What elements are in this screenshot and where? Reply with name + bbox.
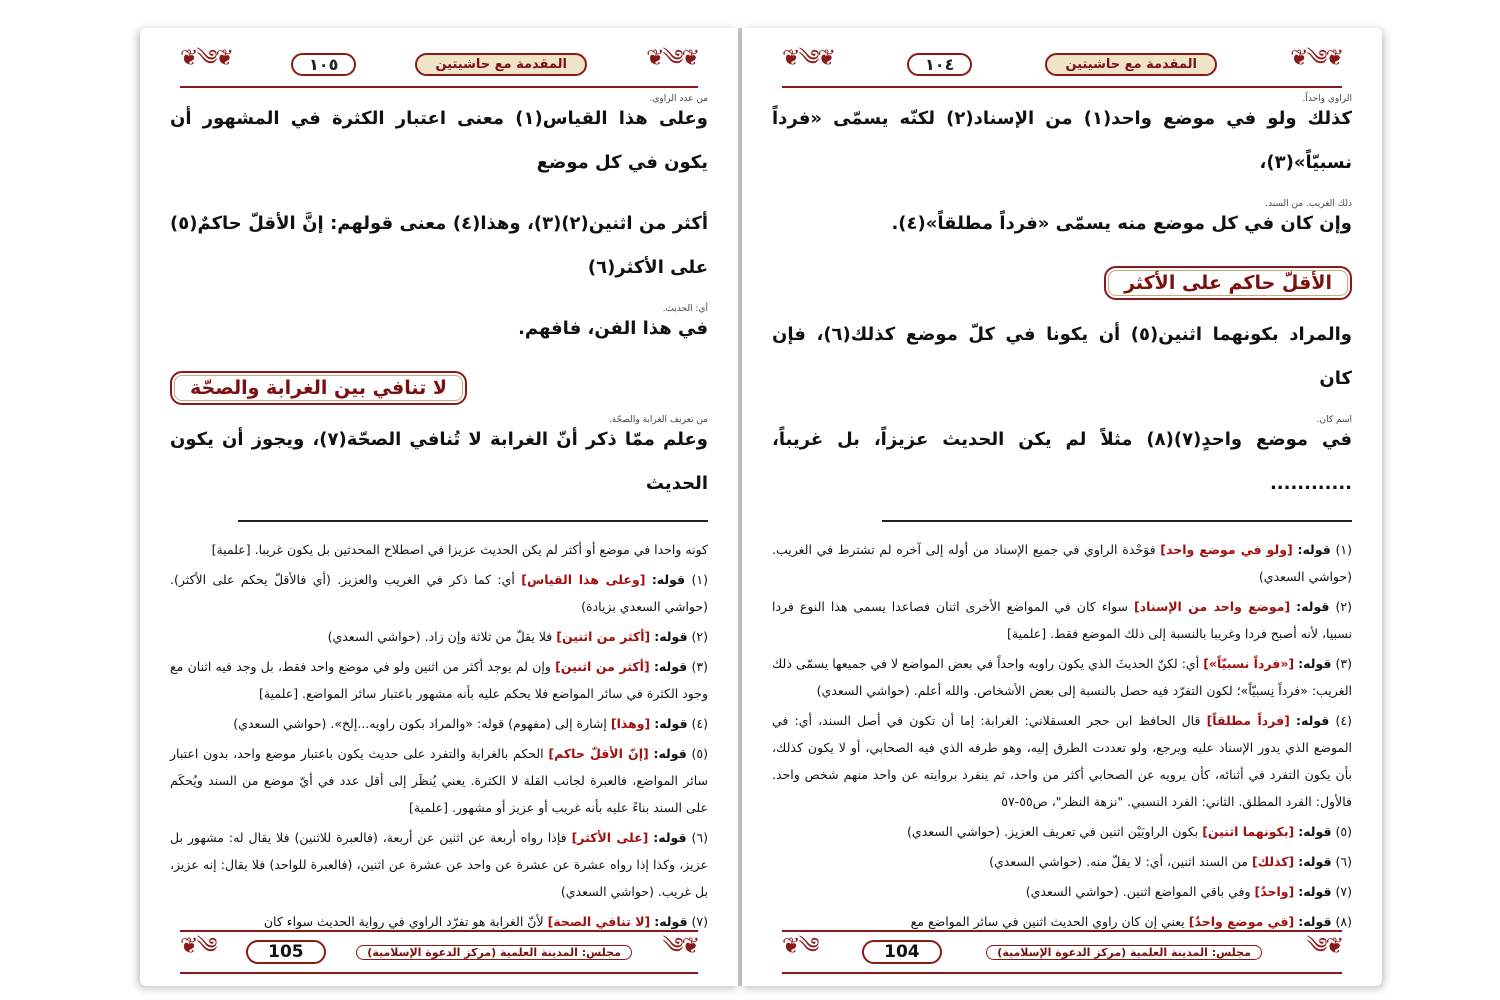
footnote-label: قوله: xyxy=(1298,914,1332,929)
interlinear-gloss: من عدد الراوي. xyxy=(649,94,708,104)
footnote xyxy=(170,623,708,650)
footnote-keyword: [فرداً مطلقاً] xyxy=(1206,713,1290,728)
footnote-label: قوله: xyxy=(654,716,688,731)
footnote-text: فوَحْدة الراوي في جميع الإسناد من أوله إلى آخره لم تشترط في الغريب. (حواشي السعدي) xyxy=(772,542,1352,584)
footnote-text: أي: لكنّ الحديثَ الذي يكون راويه واحداً في بعض المواضع لا في جميعها يسمّى ذلك الغريب: «فرداً نِسبيّاً»؛ لكون التفرّد فيه حصل بالنسبة إلى بعض الأشخاص. والله أعلم. (حواشي السعدي) xyxy=(772,656,1352,698)
ornament-icon: ༄❦ xyxy=(782,934,818,959)
footer-page-number: 105 xyxy=(246,940,326,964)
footnote-keyword: [لا تنافي الصحة] xyxy=(547,914,651,929)
page-footer xyxy=(180,930,698,974)
main-text-content: في موضع واحدٍ(٧)(٨) مثلاً لم يكن الحديث عزيزاً، بل غريباً، ............ xyxy=(772,429,1352,494)
footnote-number: (٨) xyxy=(1335,914,1352,929)
footnote-keyword: [على الأكثر] xyxy=(571,830,649,845)
header-rule xyxy=(180,86,698,88)
footnote-text: فلا يقلّ من ثلاثة وإن زاد. (حواشي السعدي) xyxy=(327,629,553,644)
footnote xyxy=(772,878,1352,905)
main-text-line xyxy=(772,310,1352,401)
footnotes xyxy=(772,536,1352,935)
footnote-text: أي: كما ذكر في الغريب والعزيز. (أي فالأقلّ يحكم على الأكثر). (حواشي السعدي بزيادة) xyxy=(170,572,708,614)
main-text-content: وعلى هذا القياس(١) معنى اعتبار الكثرة في المشهور أن يكون في كل موضع xyxy=(170,108,708,173)
footnote-text: إشارة إلى (مفهوم) قوله: «والمراد بكون راويه...إلخ». (حواشي السعدي) xyxy=(233,716,607,731)
ornament-icon: ❦༄ xyxy=(662,934,698,959)
footnote-label: قوله: xyxy=(653,746,687,761)
footnote xyxy=(170,824,708,905)
page-body xyxy=(772,94,1352,938)
footnote-keyword: [في موضع واحدٌ] xyxy=(1188,914,1295,929)
footnote-label: قوله: xyxy=(1296,599,1330,614)
main-text-line xyxy=(170,415,708,506)
header-page-number: ١٠٤ xyxy=(907,53,972,76)
footnote-number: (٢) xyxy=(1335,599,1352,614)
footnotes xyxy=(170,536,708,935)
footnote-text: وإن لم يوجد أكثر من اثنين ولو في موضع واحد فقط، بل وجد فيه اثنان مع وجود الكثرة في سائر المواضع فلا يحكم عليه بأنه مشهور باعتبار سائر المواضع. [علمية] xyxy=(170,659,708,701)
section-heading: الأقلّ حاكم على الأكثر xyxy=(1104,266,1352,300)
footnote-label: قوله: xyxy=(653,659,688,674)
footnote-label: قوله: xyxy=(651,572,686,587)
footnote-keyword: [ولو في موضع واحد] xyxy=(1160,542,1293,557)
interlinear-gloss: أي: الحديث. xyxy=(662,304,708,314)
main-text-content: أكثر من اثنين(٢)(٣)، وهذا(٤) معنى قولهم: إنَّ الأقلّ حاكمٌ(٥) على الأكثر(٦) xyxy=(170,213,709,278)
footnote-label: قوله: xyxy=(1298,656,1332,671)
header-page-number: ١٠٥ xyxy=(291,53,356,76)
footnote xyxy=(772,650,1352,704)
main-text-content: في هذا الفن، فافهم. xyxy=(518,318,708,339)
footnote-number: (٢) xyxy=(691,629,708,644)
interlinear-gloss: من تعريف الغرابة والصحّة. xyxy=(608,415,708,425)
footnote-keyword: [وهذا] xyxy=(610,716,651,731)
footnote xyxy=(772,536,1352,590)
footnote-number: (١) xyxy=(691,572,708,587)
footnote-keyword: [إنّ الأقلّ حاكم] xyxy=(548,746,649,761)
main-text-content: وإن كان في كل موضع منه يسمّى «فرداً مطلقاً»(٤). xyxy=(891,213,1352,234)
footnote xyxy=(772,848,1352,875)
main-text xyxy=(170,415,708,506)
main-text-line xyxy=(772,415,1352,506)
footnote-keyword: [«فرداً نسبيّاً»] xyxy=(1203,656,1295,671)
main-text xyxy=(772,94,1352,246)
ornament-icon: ❦༄❦ xyxy=(1290,46,1342,71)
page-105 xyxy=(140,28,738,986)
footnote-number: (٧) xyxy=(691,914,708,929)
footer-page-number: 104 xyxy=(862,940,942,964)
footnote xyxy=(170,740,708,821)
footnote-text: يعني إن كان راوي الحديث اثنين في سائر المواضع مع xyxy=(910,914,1185,929)
footnote-keyword: [وعلى هذا القياس] xyxy=(521,572,646,587)
footer-publisher: مجلس: المدينة العلمية (مركز الدعوة الإسلامية) xyxy=(986,945,1262,960)
header-title: المقدمة مع حاشيتين xyxy=(415,53,587,76)
section-heading-wrap xyxy=(170,365,708,415)
footnote-text: فإذا رواه أربعة عن اثنين عن أربعة، (فالعبرة للاثنين) فلا يقال له: مشهور بل عزيز، وكذا إذا رواه عشرة عن عشرة عن واحد عن عشرة عن اثنين، (فالعبرة للواحد) فلا يقال: إنه عزيز، بل غريب. (حواشي السعدي) xyxy=(170,830,708,899)
ornament-icon: ❦༄❦ xyxy=(782,46,834,71)
footnote-label: قوله: xyxy=(654,629,688,644)
footnote-label: قوله: xyxy=(1298,884,1332,899)
main-text xyxy=(170,94,708,351)
main-text-content: كذلك ولو في موضع واحد(١) من الإسناد(٢) لكنّه يسمّى «فرداً نسبيّاً»(٣)، xyxy=(772,108,1352,173)
footnote-keyword: [موضع واحد من الإسناد] xyxy=(1134,599,1291,614)
footnote xyxy=(170,566,708,620)
ornament-icon: ❦༄❦ xyxy=(646,46,698,71)
main-text-line xyxy=(170,304,708,351)
ornament-icon: ❦༄ xyxy=(1306,934,1342,959)
footnote-number: (٥) xyxy=(1335,824,1352,839)
footnote-label: قوله: xyxy=(1296,713,1330,728)
footnote-number: (١) xyxy=(1335,542,1352,557)
main-text xyxy=(772,310,1352,506)
ornament-icon: ❦༄❦ xyxy=(180,46,232,71)
interlinear-gloss xyxy=(772,310,1352,321)
page-104 xyxy=(742,28,1382,986)
header-title: المقدمة مع حاشيتين xyxy=(1045,53,1217,76)
footnote-number: (٦) xyxy=(691,830,709,845)
footer-publisher: مجلس: المدينة العلمية (مركز الدعوة الإسلامية) xyxy=(356,945,632,960)
footnote-keyword: [أكثر من اثنين] xyxy=(556,629,651,644)
footnote-label: قوله: xyxy=(654,914,688,929)
footnote-label: قوله: xyxy=(653,830,687,845)
footnote-keyword: [بكونهما اثنين] xyxy=(1202,824,1295,839)
footnote-text: قال الحافظ ابن حجر العسقلاني: الغرابة: إما أن تكون في أصل السند، أي: في الموضع الذي يدور الإسناد عليه ويرجع، ولو تعددت الطرق إليه، وهو طرفه الذي فيه الصحابي، أو لا يكون كذلك، بأن يكون التفرد في أثنائه، كأن يرويه عن الصحابي أكثر من واحد، ثم ينفرد بروايته عن واحد منهم شخص واحد. فالأول: الفرد المطلق. الثاني: الفرد النسبي. "نزهة النظر"، ص٥٥-٥٧ xyxy=(772,713,1352,809)
main-text-line xyxy=(772,199,1352,246)
interlinear-gloss: ذلك الغريب. من السند. xyxy=(1265,199,1352,209)
footnote-text: الحكم بالغرابة والتفرد على حديث يكون باعتبار موضع واحد، بدون اعتبار سائر المواضع، فالعبرة لجانب القلة لا الكثرة. يعني يُنظَر إلى أقل عدد في أيّ موضع من السند ويُحكَم على السند بناءً عليه بأنه غريب أو عزيز أو مشهور. [علمية] xyxy=(170,746,708,815)
footnote-keyword: [واحدٌ] xyxy=(1254,884,1295,899)
page-body xyxy=(170,94,708,938)
page-header xyxy=(180,42,698,86)
main-text-content: وعلم ممّا ذكر أنّ الغرابة لا تُنافي الصحّة(٧)، ويجوز أن يكون الحديث xyxy=(170,429,708,494)
interlinear-gloss: الراوي واحداً. xyxy=(1302,94,1352,104)
header-rule xyxy=(782,86,1342,88)
footnote-label: قوله: xyxy=(1298,854,1332,869)
footnote-separator xyxy=(238,520,708,522)
page-header xyxy=(782,42,1342,86)
footnote-number: (٣) xyxy=(691,659,708,674)
footnote-number: (٦) xyxy=(1335,854,1352,869)
footnote xyxy=(170,536,708,563)
interlinear-gloss: اسم كان. xyxy=(1316,415,1352,425)
footnote-text: من السند اثنين، أي: لا يقلّ منه. (حواشي السعدي) xyxy=(989,854,1248,869)
main-text-content: والمراد بكونهما اثنين(٥) أن يكونا في كلّ موضع كذلك(٦)، فإن كان xyxy=(772,324,1352,389)
footnote-text: بكون الراويَيْن اثنين في تعريف العزيز. (حواشي السعدي) xyxy=(907,824,1199,839)
footnote-label: قوله: xyxy=(1298,824,1332,839)
footnote-keyword: [أكثر من اثنين] xyxy=(555,659,650,674)
footnote-number: (٤) xyxy=(691,716,708,731)
interlinear-gloss xyxy=(170,199,708,210)
footnote xyxy=(170,653,708,707)
footnote-number: (٤) xyxy=(1335,713,1352,728)
footnote-text: لأنّ الغرابة هو تفرّد الراوي في رواية الحديث سواء كان xyxy=(263,914,544,929)
footnote xyxy=(772,707,1352,815)
section-heading: لا تنافي بين الغرابة والصحّة xyxy=(170,371,467,405)
footnote-separator xyxy=(882,520,1352,522)
footnote-number: (٧) xyxy=(1335,884,1352,899)
main-text-line xyxy=(170,199,708,290)
footnote xyxy=(772,593,1352,647)
section-heading-wrap xyxy=(772,260,1352,310)
main-text-line xyxy=(772,94,1352,185)
page-footer xyxy=(782,930,1342,974)
footnote-text: كونه واحدا في موضع أو أكثر لم يكن الحديث عزيزا في اصطلاح المحدثين بل يكون غريبا. [علمية] xyxy=(211,542,708,557)
footnote-number: (٥) xyxy=(691,746,708,761)
footnote-keyword: [كذلك] xyxy=(1251,854,1295,869)
footnote-label: قوله: xyxy=(1297,542,1331,557)
footnote-number: (٣) xyxy=(1335,656,1352,671)
footnote-text: وفي باقي المواضع اثنين. (حواشي السعدي) xyxy=(1025,884,1251,899)
footnote-text: سواء كان في المواضع الأخرى اثنان فصاعدا يسمى هذا النوع فردا نسبيا، لأنه أصبح فردا وغريبا بالنسبة إلى ذلك الموضع فقط. [علمية] xyxy=(772,599,1352,641)
footnote xyxy=(772,818,1352,845)
ornament-icon: ༄❦ xyxy=(180,934,216,959)
footnote xyxy=(170,710,708,737)
main-text-line xyxy=(170,94,708,185)
